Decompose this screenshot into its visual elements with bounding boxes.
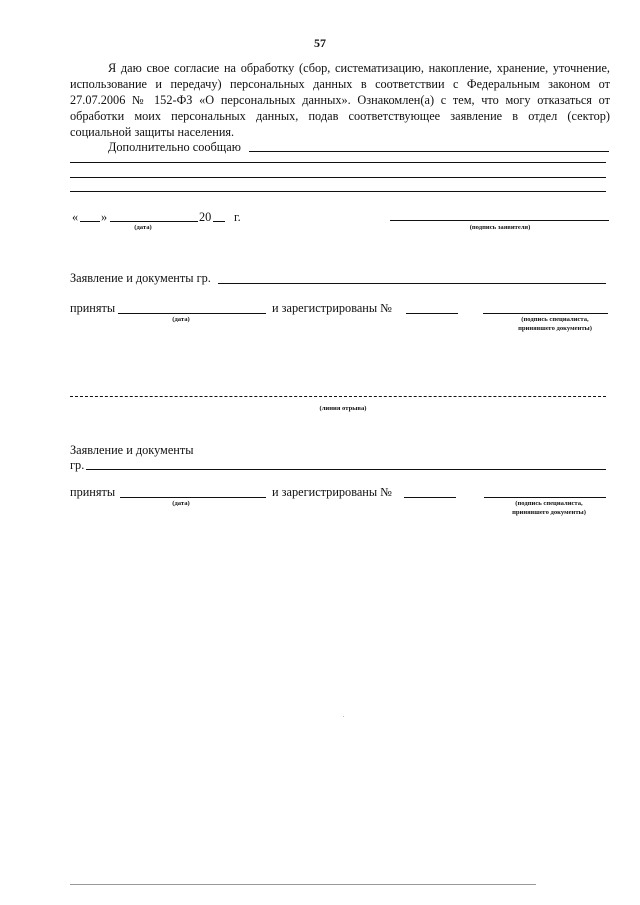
additional-info-line-2[interactable] — [70, 162, 606, 163]
applicant-signature-caption: (подпись заявителя) — [469, 224, 531, 231]
date-day-field[interactable] — [80, 221, 100, 222]
section1-accepted-label: приняты — [70, 301, 116, 315]
section2-specialist-caption-2: принявшего документы) — [512, 509, 586, 516]
section2-registered-label: и зарегистрированы № — [272, 485, 392, 499]
section2-specialist-caption-1: (подпись специалиста, — [515, 500, 583, 507]
section2-date-line[interactable] — [120, 497, 266, 498]
scan-speck — [343, 716, 344, 717]
page-bottom-edge-line — [70, 884, 536, 885]
section1-specialist-caption-1: (подпись специалиста, — [521, 316, 589, 323]
applicant-signature-line[interactable] — [390, 220, 609, 221]
section2-accepted-label: приняты — [70, 485, 116, 499]
consent-text: Я даю свое согласие на обработку (сбор, систематизацию, накопление, хранение, уточнение, использование и передачу) персональных данных в соответствии с Федеральным законом от 27.07.2006 № 152-ФЗ «О персональных данных». Ознакомлен(а) с тем, что могу отказаться от обработки моих персональных данных, подав соответствующее заявление в отдел (сектор) социальной защиты населения. — [70, 61, 610, 139]
date-year-suffix: г. — [234, 210, 241, 224]
date-caption: (дата) — [134, 224, 152, 231]
additional-info-line-3[interactable] — [70, 177, 606, 178]
section2-date-caption: (дата) — [172, 500, 190, 507]
consent-paragraph — [70, 60, 610, 140]
date-open-quote: « — [72, 210, 79, 224]
section2-citizen-line[interactable] — [86, 469, 606, 470]
section1-registration-number[interactable] — [406, 313, 458, 314]
section1-registered-label: и зарегистрированы № — [272, 301, 392, 315]
date-month-field[interactable] — [110, 221, 198, 222]
section1-date-caption: (дата) — [172, 316, 190, 323]
additional-info-line-1[interactable] — [249, 151, 609, 152]
date-year-prefix: 20 — [199, 210, 212, 224]
section2-citizen-label: гр. — [70, 458, 85, 472]
additional-info-line-4[interactable] — [70, 191, 606, 192]
section2-title: Заявление и документы — [70, 443, 194, 457]
section2-specialist-signature-line[interactable] — [484, 497, 606, 498]
section1-specialist-caption-2: принявшего документы) — [518, 325, 592, 332]
section1-citizen-line[interactable] — [218, 283, 606, 284]
section1-date-line[interactable] — [118, 313, 266, 314]
section1-title: Заявление и документы гр. — [70, 271, 211, 285]
section2-registration-number[interactable] — [404, 497, 456, 498]
tear-line — [70, 396, 606, 397]
section1-specialist-signature-line[interactable] — [483, 313, 608, 314]
tear-line-caption: (линия отрыва) — [319, 405, 367, 412]
date-close-quote: » — [101, 210, 108, 224]
additional-info-label: Дополнительно сообщаю — [108, 140, 241, 154]
date-year-field[interactable] — [213, 221, 225, 222]
page-number: 57 — [314, 36, 326, 50]
